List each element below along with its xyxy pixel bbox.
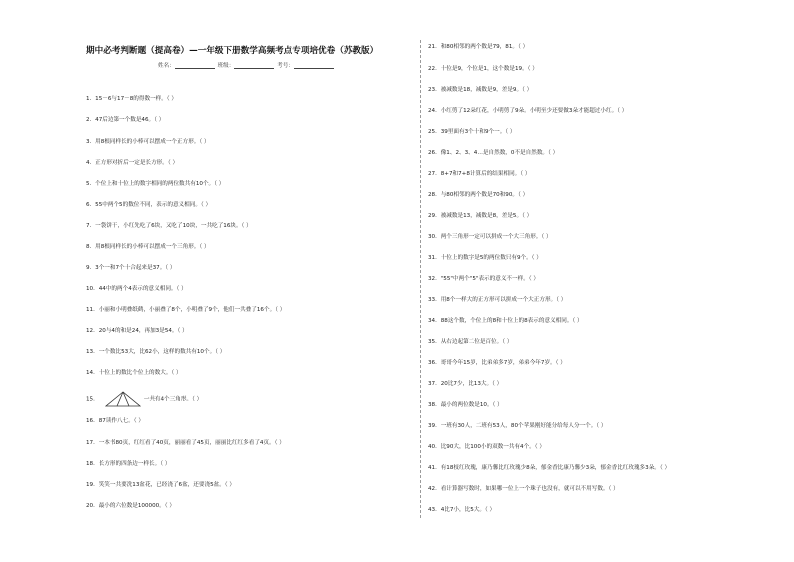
- question-item: 2．47后边第一个数是46。（ ）: [86, 117, 165, 123]
- triangle-figure: [105, 391, 141, 407]
- question-item: 13．一个数比53大，比62小，这样的数共有10个。（ ）: [86, 349, 226, 355]
- question-item: 19．笑笑一共要洗13盆花，已经浇了6盆，还要浇5盆。（ ）: [86, 482, 235, 488]
- question-item: 33．用8个一样大的正方形可以拼成一个大正方形。（ ）: [428, 297, 567, 303]
- question-item: 7．一袋饼干，小红先吃了6块，又吃了10块，一共吃了16块。（ ）: [86, 223, 252, 229]
- question-item: 4．正方形对折后一定是长方形。（ ）: [86, 160, 179, 166]
- id-blank[interactable]: [294, 62, 334, 69]
- class-label: 班级：: [217, 63, 235, 69]
- question-item: 22．十位是9，个位是1，这个数是19。（ ）: [428, 66, 538, 72]
- question-item: 11．小丽和小明叠纸鹤，小丽叠了8个，小明叠了9个，他们一共叠了16个。（ ）: [86, 307, 286, 313]
- question-item: 18．长方形的四条边一样长。（ ）: [86, 461, 171, 467]
- question-item: 24．小红剪了12朵红花，小明剪了9朵。小明至少还要做3朵才能超过小红。（ ）: [428, 108, 628, 114]
- question-item: 21．和80相邻的两个数是79，81。（ ）: [428, 44, 529, 50]
- question-item: 23．被减数是18，减数是9，差是9。（ ）: [428, 87, 533, 93]
- question-item: 30．两个三角形一定可以拼成一个大三角形。（ ）: [428, 234, 552, 240]
- name-blank[interactable]: [175, 62, 215, 69]
- question-item: 6．55中两个5的数位不同，表示的意义相同。（ ）: [86, 202, 212, 208]
- question-item: 14．十位上的数比个位上的数大。（ ）: [86, 370, 182, 376]
- question-item: 10．44中的两个4表示的意义相同。（ ）: [86, 286, 187, 292]
- question-item: 9．3个一和7个十合起来是37。（ ）: [86, 265, 176, 271]
- question-item: 8．用8根同样长的小棒可以摆成一个三角形。（ ）: [86, 244, 210, 250]
- question-item: 26．像1、2、3、4…是自然数，0不是自然数。（ ）: [428, 150, 559, 156]
- question-item: 27．8+7和7+8计算后的结果相同。（ ）: [428, 171, 531, 177]
- name-label: 姓名：: [158, 63, 175, 69]
- question-item: 1．15－6与17－8的得数一样。（ ）: [86, 96, 178, 102]
- question-item: 5．个位上和十位上的数字相同的两位数共有10个。（ ）: [86, 181, 225, 187]
- question-item: 16．87读作八七。（ ）: [86, 418, 144, 424]
- id-label: 考号：: [277, 63, 294, 69]
- question-item: 12．20与4的和是24，再加3是54。（ ）: [86, 328, 188, 334]
- question-item: 42．看计算器写数时，如果哪一位上一个珠子也没有，就可以不用写数。（ ）: [428, 486, 619, 492]
- question-item: 38．最小的两位数是10。（ ）: [428, 402, 503, 408]
- question-item: 32．"55"中两个"5"表示的意义不一样。（ ）: [428, 276, 539, 282]
- class-blank[interactable]: [234, 62, 274, 69]
- page-title: 期中必考判断题（提高卷）—一年级下册数学高频考点专项培优卷（苏教版）: [86, 46, 379, 56]
- question-item: 17．一本书80页，红红看了40页，丽丽看了45页，丽丽比红红多看了4页。（ ）: [86, 440, 285, 446]
- question-item: 3．用8根同样长的小棒可以摆成一个正方形。（ ）: [86, 139, 210, 145]
- question-item: 36．哥哥今年15岁，比弟弟多7岁，弟弟今年7岁。（ ）: [428, 360, 566, 366]
- question-item: 34．88这个数，个位上的8和十位上的8表示的意义相同。（ ）: [428, 318, 583, 324]
- question-item: 35．从右边起第二位是百位。（ ）: [428, 339, 513, 345]
- question-item: 39．一班有30人，二班有53人，80个苹果刚好能分给每人分一个。（ ）: [428, 423, 607, 429]
- question-item: 28．与80相邻的两个数是70和90。（ ）: [428, 192, 529, 198]
- question-number: 15．: [86, 396, 99, 403]
- question-item: 37．20比7少，比13大。（ ）: [428, 381, 503, 387]
- question-text: 一共有4个三角形。（ ）: [143, 396, 203, 403]
- column-divider: [420, 40, 421, 518]
- question-item: 43．4比7小，比5大。（ ）: [428, 507, 496, 513]
- question-item: 25．39里面有3个十和9个一。（ ）: [428, 129, 516, 135]
- question-item: 20．最小的六位数是100000。（ ）: [86, 503, 175, 509]
- student-info-line: [158, 61, 335, 69]
- question-item: 40．比90大，比100小的双数一共有4个。（ ）: [428, 444, 545, 450]
- question-item: 31．十位上的数字是5的两位数只有9个。（ ）: [428, 255, 542, 261]
- question-item: 29．被减数是13，减数是8，差是5。（ ）: [428, 213, 533, 219]
- question-item-15: [86, 391, 202, 407]
- question-item: 41．有18枝红玫瑰，康乃馨比红玫瑰少8朵，郁金香比康乃馨少3朵，郁金香比红玫瑰多3朵。（ ）: [428, 465, 671, 471]
